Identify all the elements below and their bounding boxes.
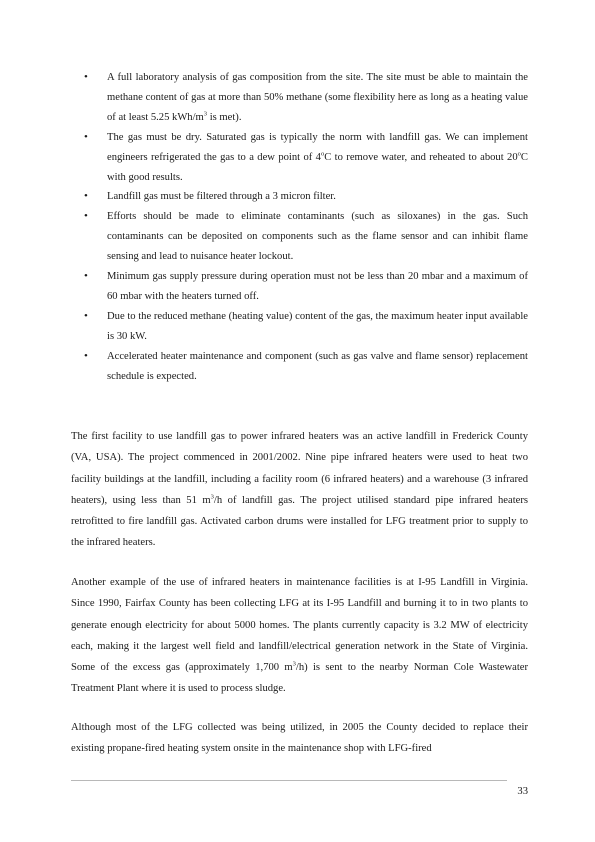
bullet-dot: • [84,130,88,143]
bullet-dot: • [84,71,88,83]
bullet-item-filter: • Landfill gas must be filtered through a 3 micron filter. [84,187,528,207]
paragraph-frederick-county: The first facility to use landfill gas to power infrared heaters was an active landfill in Frederick County (VA, USA). The project commenced in 2001/2002. Nine pipe infrared heaters were used to heat two facility buildings at the landfill, including a facility room (6 infrared heaters) and a warehouse (3 infrared heaters), using less than 51 $m^3/h$ of landfill gas. The project utilised standard pipe infrared heaters retrofitted to fire landfill gas. Activated carbon drums were installed for LFG treatment prior to supply to the infrared heaters. [71,431,528,549]
bullet-dot: • [84,190,88,203]
paragraph-i95-landfill: Another example of the use of infrared heaters in maintenance facilities is at I-95 Landfill in Virginia. Since 1990, Fairfax County has been collecting LFG at its I-95 Landfill and burning it to in two plants to generate enough electricity for about 5000 homes. The plants currently capacity is 3.2 MW of electricity each, making it the largest well field and landfill/electrical generation network in the State of Virginia. Some of the excess gas (approximately 1,700 $m^3/h$) is sent to the nearby Norman Cole Wastewater Treatment Plant where it is used to process sludge. [71,577,528,695]
bullet-item-pressure: • Minimum gas supply pressure during operation must not be less than 20 mbar and a maximum of 60 mbar with the heaters turned off. [84,267,528,307]
bullet-item-gas-dry: • The gas must be dry. Saturated gas is typically the norm with landfill gas. We can implement engineers refrigerated the gas to a dew point of 4$^o$C to remove water, and reheated to about 20$^o$C with good results. [84,128,528,188]
bullet-dot: • [84,270,88,283]
bullet-item-maintenance: • Accelerated heater maintenance and component (such as gas valve and flame sensor) replacement schedule is expected. [84,347,528,387]
bullet-dot: • [84,349,88,362]
paragraph-county-decision: Although most of the LFG collected was being utilized, in 2005 the County decided to replace their existing propane-fired heating system onsite in the maintenance shop with LFG-fired [71,722,528,755]
bullet-dot: • [84,210,88,223]
bullet-item-contaminants: • Efforts should be made to eliminate contaminants (such as siloxanes) in the gas. Such contaminants can be deposited on components such as the flame sensor and can inhibit flame sensing and lead to nuisance heater lockout. [84,207,528,267]
footer-divider [71,780,507,781]
bullet-item-gas-analysis: • A full laboratory analysis of gas composition from the site. The site must be able to maintain the methane content of gas at more than 50% methane (some flexibility here as long as a heating value of at least 5.25 kWh/$m^3$ is met). [84,68,528,128]
requirements-bullet-list [84,68,528,387]
page-number: 33 [517,786,528,797]
bullet-item-heater-input: • Due to the reduced methane (heating value) content of the gas, the maximum heater input available is 30 kW. [84,307,528,347]
bullet-dot: • [84,309,88,322]
